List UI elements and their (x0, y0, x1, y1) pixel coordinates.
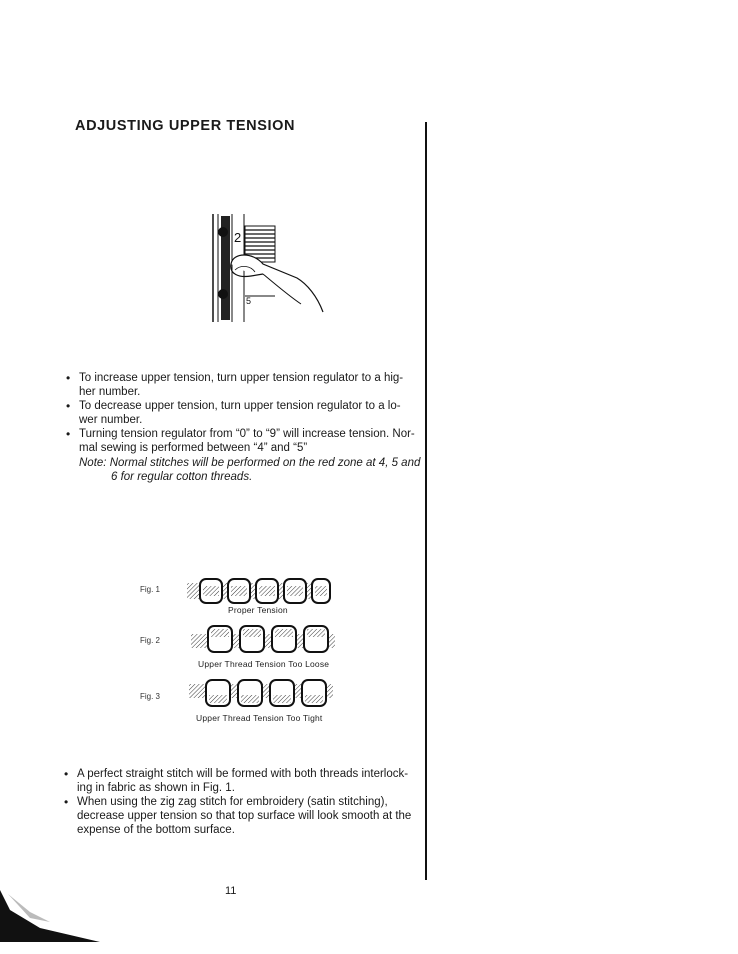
svg-text:5: 5 (246, 296, 252, 306)
fig-1-label: Fig. 1 (140, 585, 161, 594)
bullet-icon: • (66, 399, 71, 413)
list-item: • Turning tension regulator from “0” to “9” will increase tension. Nor- mal sewing is performed between “4” and “5” (66, 427, 415, 454)
list-item: • To decrease upper tension, turn upper tension regulator to a lo- wer number. (66, 399, 401, 426)
page-title: ADJUSTING UPPER TENSION (75, 118, 296, 134)
note-label: Note: (79, 457, 107, 469)
list-item: • When using the zig zag stitch for embroidery (satin stitching), decrease upper tension so that top surface will look smooth at the expense of the bottom surface. (64, 795, 412, 836)
bullet-icon: • (64, 767, 69, 781)
fig-3-caption: Upper Thread Tension Too Tight (196, 713, 323, 723)
stitch-diagram-proper (186, 577, 332, 605)
stitch-notes-list (62, 767, 424, 837)
fig-1-caption: Proper Tension (228, 605, 288, 615)
stitch-diagram-tight (188, 678, 334, 708)
bullet-icon: • (64, 795, 69, 809)
fig-3-label: Fig. 3 (140, 692, 161, 701)
stitch-diagram-loose (190, 624, 336, 654)
note-text-cont: 6 for regular cotton threads. (111, 471, 253, 483)
dial-number: 2 (234, 230, 242, 245)
column-divider (425, 122, 427, 880)
list-item: • To increase upper tension, turn upper tension regulator to a hig- her number. (66, 371, 404, 398)
bullet-icon: • (66, 427, 71, 441)
bullet-icon: • (66, 371, 71, 385)
note (64, 456, 429, 484)
list-item: • A perfect straight stitch will be formed with both threads interlock- ing in fabric as shown in Fig. 1. (64, 767, 409, 794)
tension-dial-illustration (205, 212, 325, 330)
instruction-list (64, 371, 429, 484)
note-text: Normal stitches will be performed on the red zone at 4, 5 and (109, 457, 421, 469)
fig-2-label: Fig. 2 (140, 636, 161, 645)
page-corner-shadow (0, 890, 100, 954)
fig-2-caption: Upper Thread Tension Too Loose (198, 659, 330, 669)
page-number: 11 (225, 885, 237, 897)
